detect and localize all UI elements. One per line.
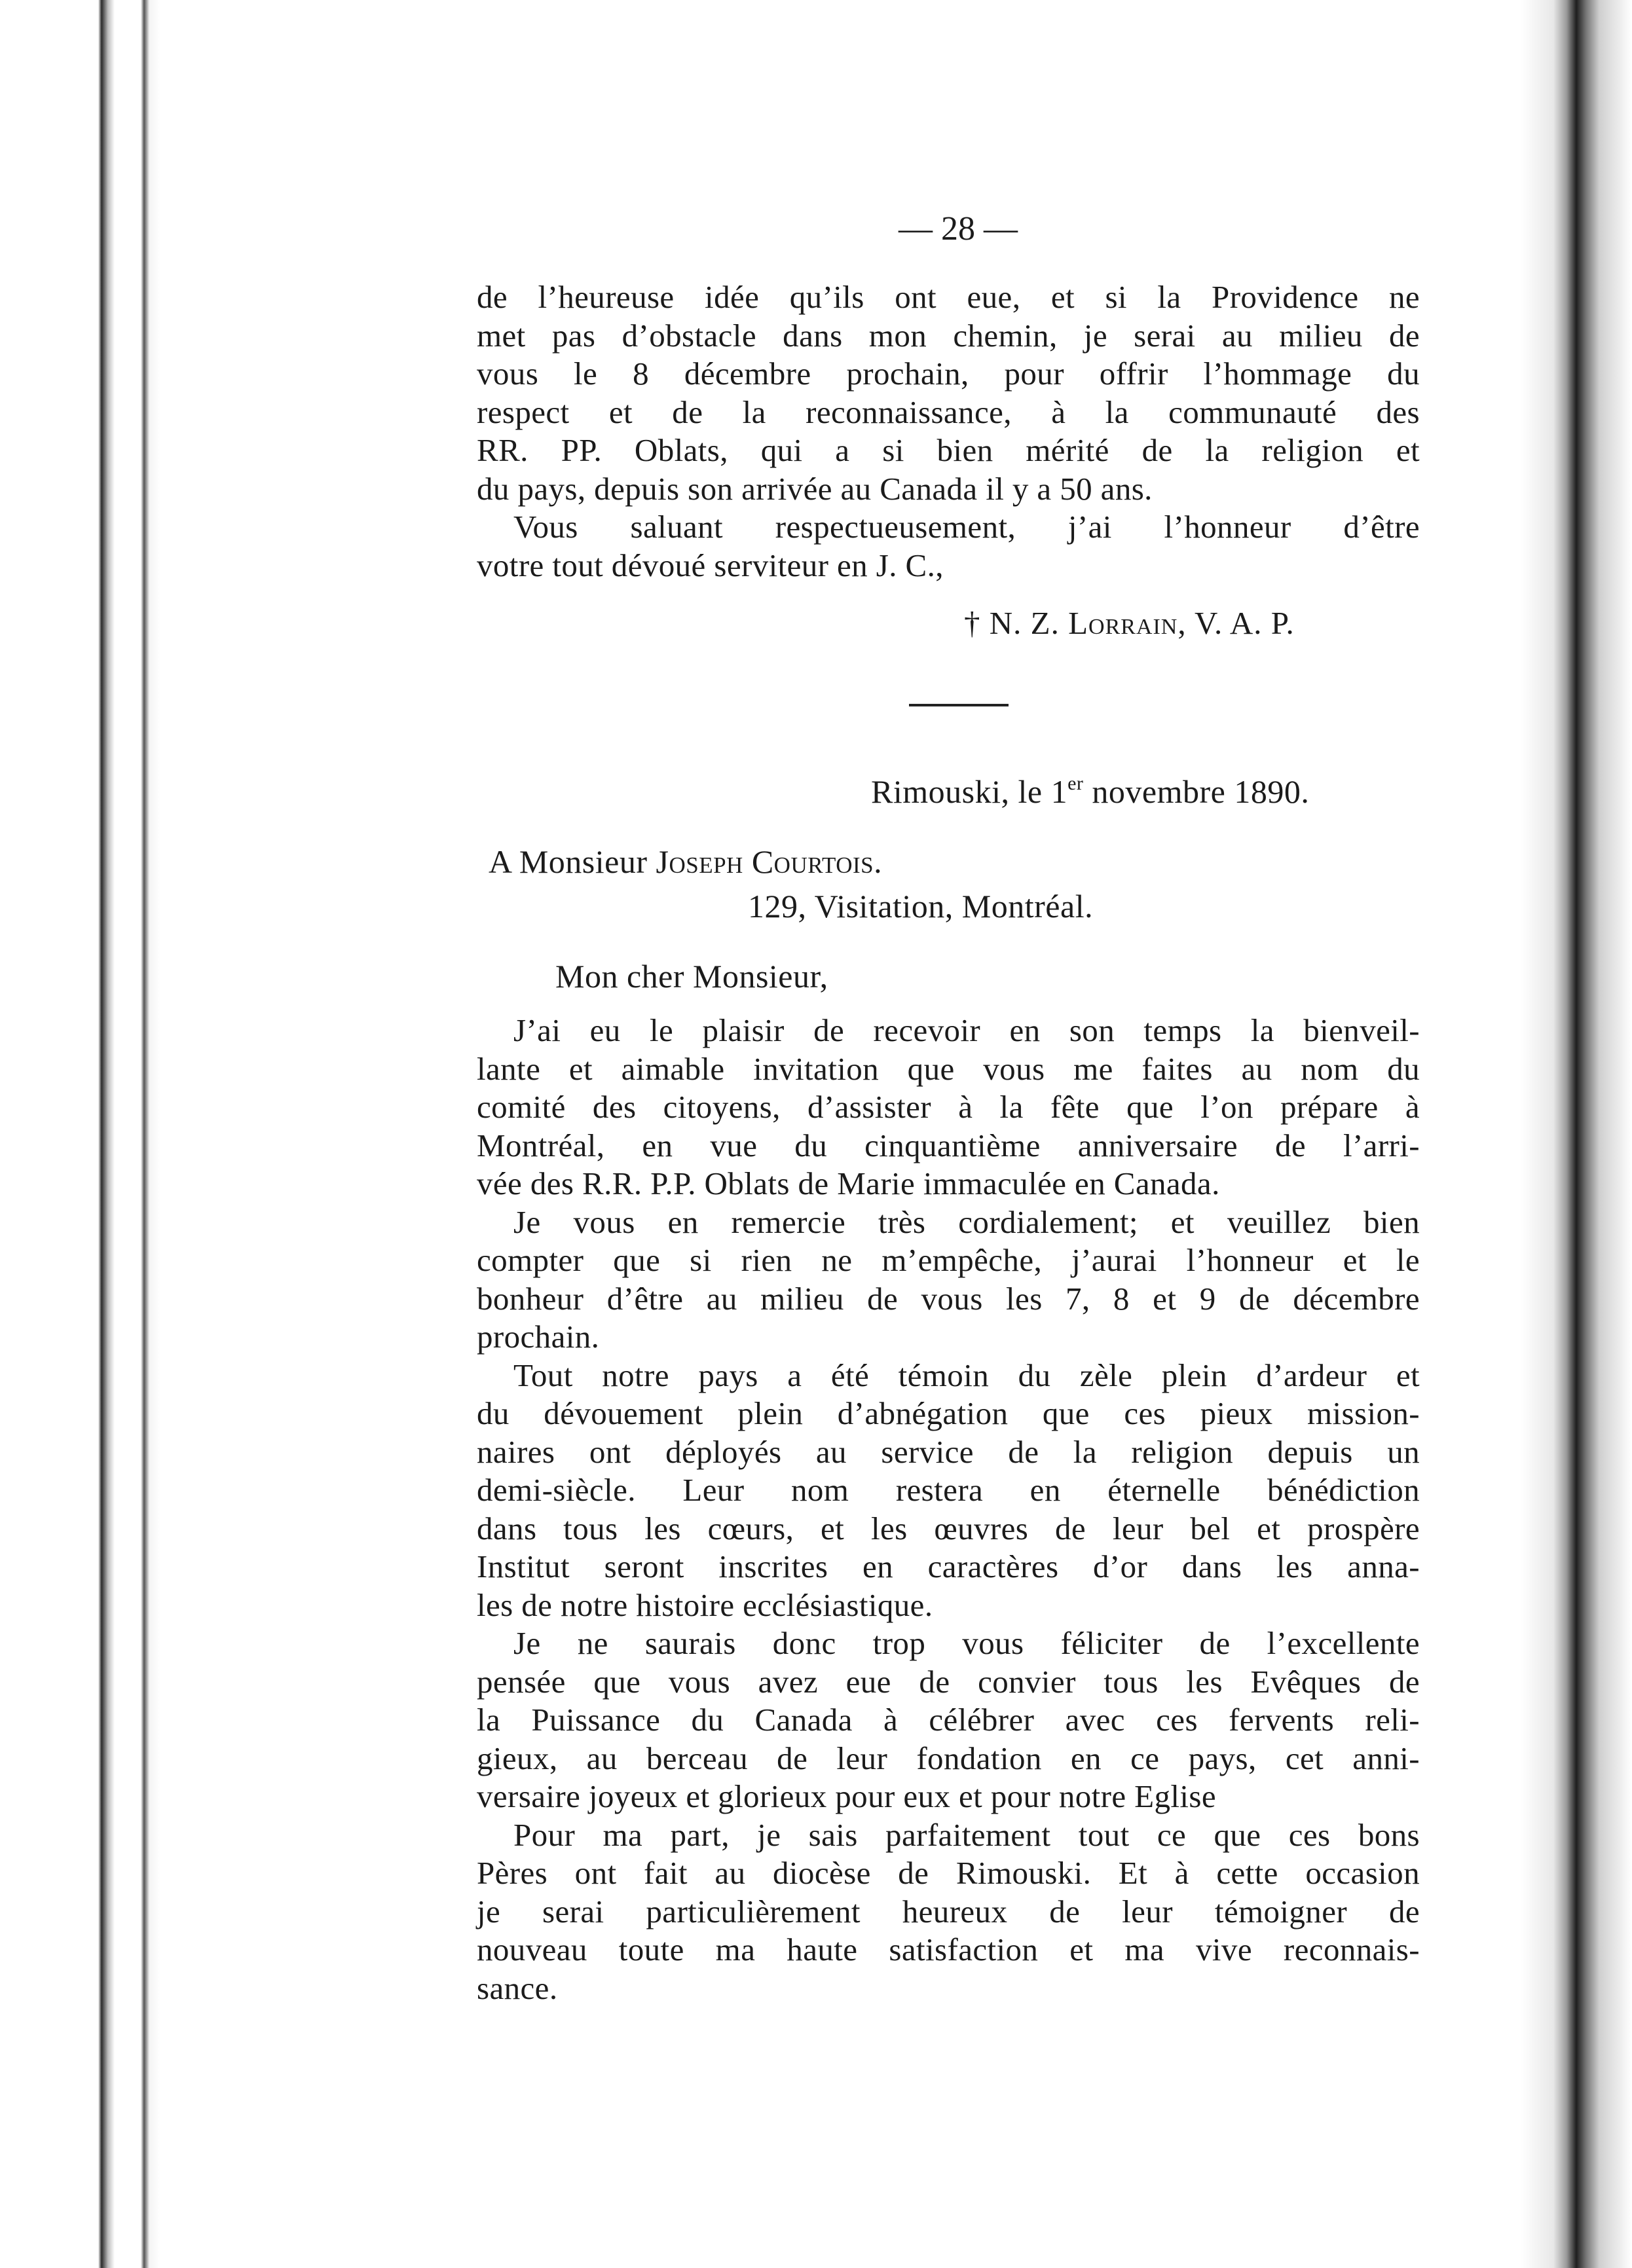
- text-line: vée des R.R. P.P. Oblats de Marie immaculée en Canada.: [477, 1165, 1220, 1201]
- text-line: met pas d’obstacle dans mon chemin, je serai au milieu de: [477, 317, 1420, 354]
- scan-edge-left: [0, 0, 196, 2268]
- text-line: lante et aimable invitation que vous me faites au nom du: [477, 1050, 1420, 1087]
- text-line: je serai particulièrement heureux de leur témoigner de: [477, 1893, 1420, 1930]
- text-line: Pour ma part, je sais parfaitement tout ce que ces bons: [513, 1816, 1420, 1853]
- recipient-prefix: A Monsieur: [489, 843, 656, 880]
- text-line: demi-siècle. Leur nom restera en éternelle bénédiction: [477, 1472, 1420, 1508]
- text-line: Montréal, en vue du cinquantième anniversaire de l’arri-: [477, 1127, 1420, 1163]
- text-line: du pays, depuis son arrivée au Canada il y a 50 ans.: [477, 470, 1153, 507]
- text-line: prochain.: [477, 1319, 600, 1355]
- text-line: de l’heureuse idée qu’ils ont eue, et si la Providence ne: [477, 279, 1420, 315]
- text-line: RR. PP. Oblats, qui a si bien mérité de la religion et: [477, 432, 1420, 468]
- dateline-date: novembre 1890.: [1083, 773, 1310, 810]
- text-line: bonheur d’être au milieu de vous les 7, 8 et 9 de décembre: [477, 1280, 1420, 1317]
- signature-prefix: † N. Z.: [964, 605, 1069, 641]
- salutation: Mon cher Monsieur,: [555, 958, 828, 995]
- text-line: nouveau toute ma haute satisfaction et ma vive reconnais-: [477, 1931, 1420, 1967]
- text-line: Je ne saurais donc trop vous féliciter de l’excellente: [513, 1625, 1420, 1661]
- text-line: compter que si rien ne m’empêche, j’aurai l’honneur et le: [477, 1242, 1420, 1278]
- section-divider: [909, 704, 1009, 706]
- text-line: Pères ont fait au diocèse de Rimouski. Et à cette occasion: [477, 1855, 1420, 1891]
- text-line: Institut seront inscrites en caractères d’or dans les anna-: [477, 1548, 1420, 1584]
- text-line: naires ont déployés au service de la religion depuis un: [477, 1433, 1420, 1470]
- page-number: — 28 —: [899, 210, 1018, 247]
- previous-letter-ending: [477, 278, 1420, 585]
- text-line: les de notre histoire ecclésiastique.: [477, 1586, 933, 1623]
- recipient: [489, 843, 882, 881]
- dateline-superscript: er: [1067, 773, 1084, 794]
- dateline: [871, 773, 1309, 811]
- text-line: Vous saluant respectueusement, j’ai l’honneur d’être: [513, 509, 1420, 545]
- text-line: Je vous en remercie très cordialement; et veuillez bien: [513, 1203, 1420, 1240]
- text-line: sance.: [477, 1969, 558, 2006]
- text-line: gieux, au berceau de leur fondation en ce pays, cet anni-: [477, 1740, 1420, 1776]
- dateline-place: Rimouski, le 1: [871, 773, 1068, 810]
- text-line: respect et de la reconnaissance, à la communauté des: [477, 393, 1420, 430]
- letter-body: [477, 1012, 1420, 2007]
- signature-name: Lorrain: [1068, 605, 1178, 641]
- recipient-name: Joseph Courtois.: [656, 843, 883, 880]
- text-line: pensée que vous avez eue de convier tous les Evêques de: [477, 1663, 1420, 1700]
- text-line: comité des citoyens, d’assister à la fête que l’on prépare à: [477, 1089, 1420, 1125]
- signature: [964, 604, 1295, 642]
- text-line: la Puissance du Canada à célébrer avec ces fervents reli-: [477, 1702, 1420, 1738]
- scan-edge-right: [1521, 0, 1632, 2268]
- text-line: dans tous les cœurs, et les œuvres de leur bel et prospère: [477, 1510, 1420, 1546]
- text-line: du dévouement plein d’abnégation que ces pieux mission-: [477, 1395, 1420, 1431]
- recipient-address: 129, Visitation, Montréal.: [748, 888, 1094, 924]
- text-line: versaire joyeux et glorieux pour eux et pour notre Eglise: [477, 1778, 1217, 1814]
- text-line: J’ai eu le plaisir de recevoir en son temps la bienveil-: [513, 1012, 1420, 1048]
- text-line: Tout notre pays a été témoin du zèle plein d’ardeur et: [513, 1357, 1420, 1393]
- text-line: votre tout dévoué serviteur en J. C.,: [477, 547, 944, 583]
- signature-suffix: , V. A. P.: [1178, 605, 1295, 641]
- text-line: vous le 8 décembre prochain, pour offrir l’hommage du: [477, 356, 1420, 392]
